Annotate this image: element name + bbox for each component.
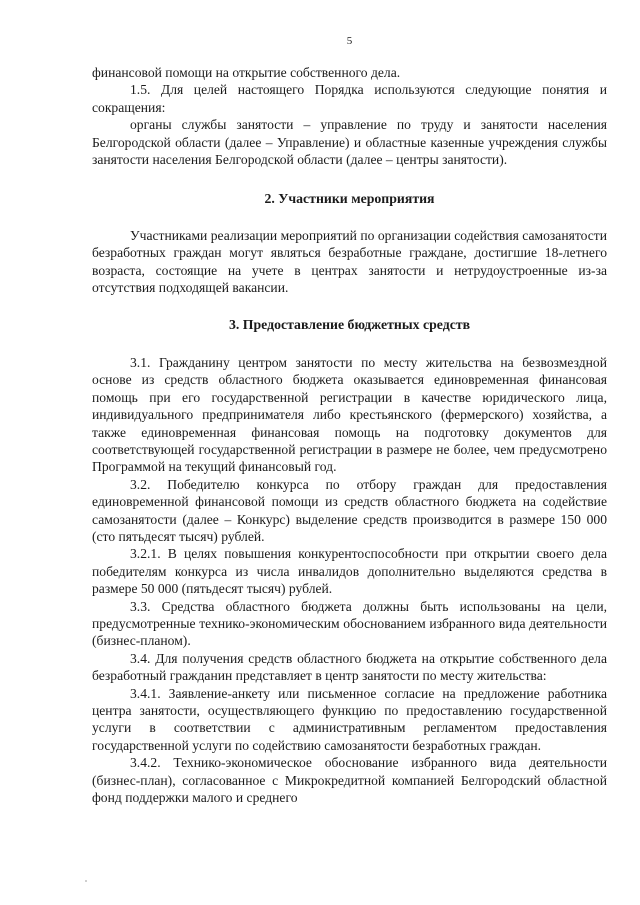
paragraph-3-2-1: 3.2.1. В целях повышения конкурентоспособности при открытии своего дела победителям конкурса из числа инвалидов дополнительно выделяются средства в размере 50 000 (пятьдесят тысяч) рублей. — [92, 546, 607, 597]
paragraph-3-4-1: 3.4.1. Заявление-анкету или письменное согласие на предложение работника центра занятости, осуществляющего функцию по предоставлению государственной услуги в соответствии с административным регламентом предоставления государственной услуги по содействию самозанятости безработных граждан. — [92, 685, 607, 753]
scan-dot — [85, 880, 87, 882]
paragraph-3-4: 3.4. Для получения средств областного бюджета на открытие собственного дела безработный гражданин представляет в центр занятости по месту жительства: — [92, 650, 607, 684]
section-3-heading: 3. Предоставление бюджетных средств — [228, 317, 471, 333]
page-number: 5 — [346, 35, 353, 47]
document-page — [92, 34, 607, 806]
section-2-heading: 2. Участники мероприятия — [264, 191, 435, 207]
paragraph-3-4-2: 3.4.2. Технико-экономическое обоснование избранного вида деятельности (бизнес-план), согласованное с Микрокредитной компанией Белгородский областной фонд поддержки малого и среднего — [92, 755, 607, 806]
paragraph-3-3: 3.3. Средства областного бюджета должны быть использованы на цели, предусмотренные технико-экономическим обоснованием избранного вида деятельности (бизнес-планом). — [92, 598, 607, 649]
paragraph-1-5: 1.5. Для целей настоящего Порядка используются следующие понятия и сокращения: — [92, 82, 607, 115]
section-2-paragraph: Участниками реализации мероприятий по организации содействия самозанятости безработных граждан могут являться безработные граждане, достигшие 18-летнего возраста, состоящие на учете в центрах занятости и нетрудоустроенные из-за отсутствия подходящей вакансии. — [92, 227, 607, 296]
paragraph-definitions: органы службы занятости – управление по труду и занятости населения Белгородской области (далее – Управление) и областные казенные учреждения службы занятости населения Белгородской области (далее – центры занятости). — [92, 117, 607, 168]
paragraph-3-1: 3.1. Гражданину центром занятости по месту жительства на безвозмездной основе из средств областного бюджета оказывается единовременная финансовая помощь при его государственной регистрации в качестве юридического лица, индивидуального предпринимателя либо крестьянского (фермерского) хозяйства, а также единовременная финансовая помощь на подготовку документов для соответствующей государственной регистрации в размере не более, чем предусмотрено Программой на текущий финансовый год. — [92, 354, 607, 475]
paragraph-3-2: 3.2. Победителю конкурса по отбору граждан для предоставления единовременной финансовой помощи из средств областного бюджета на содействие самозанятости (далее – Конкурс) выделение средств производится в размере 150 000 (сто пятьдесят тысяч) рублей. — [92, 476, 607, 544]
paragraph-continuation: финансовой помощи на открытие собственного дела. — [92, 65, 401, 80]
